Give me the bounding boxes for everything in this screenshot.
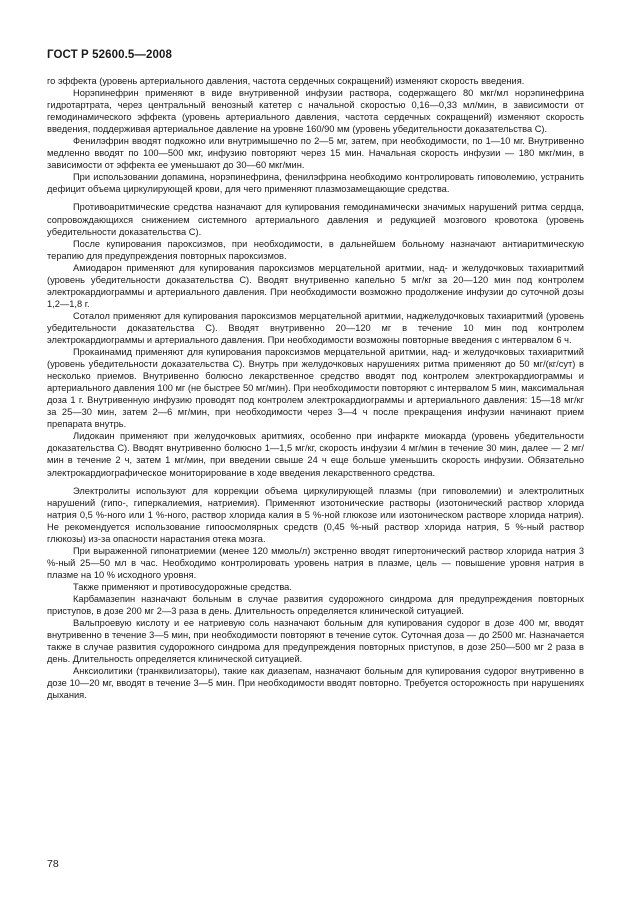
page-number: 78 — [47, 858, 59, 870]
paragraph: Вальпроевую кислоту и ее натриевую соль назначают больным для купирования судорог в дозе 400 мг, вводят внутривенно в течение 3—5 мин, при необходимости повторяют в течение суток. Суточная доза — до 2500 мг. Назначается также в случае развития судорожного синдрома для предупреждения повторных приступов, в дозе 250—500 мг 2 раза в день. Длительность определяется клинической ситуацией. — [47, 618, 584, 665]
paragraph: Карбамазепин назначают больным в случае развития судорожного синдрома для предупреждения повторных приступов, в дозе 200 мг 2—3 раза в день. Длительность определяется клинической ситуацией. — [47, 593, 584, 617]
paragraph: Норэпинефрин применяют в виде внутривенной инфузии раствора, содержащего 80 мкг/мл норэпинефрина гидротартрата, через центральный венозный катетер с начальной скоростью 0,16—0,33 мл/мин, в зависимости от гемодинамического эффекта (уровень артериального давления, частота сердечных сокращений) изменяют скорость введения, поддерживая артериальное давление на уровне 160/90 мм (уровень убедительности доказательства С). — [47, 88, 584, 135]
paragraph: Лидокаин применяют при желудочковых аритмиях, особенно при инфаркте миокарда (уровень убедительности доказательства С). Вводят внутривенно болюсно 1—1,5 мг/кг, скорость инфузии 4 мг/мин в течение 30 мин, далее — 2 мг/мин в течение 2 ч, затем 1 мг/мин, при введении свыше 24 ч еще больше уменьшить скорость инфузии. Обязательно электрокардиографическое мониторирование в ходе введения лекарственного средства. — [47, 431, 584, 478]
paragraph: го эффекта (уровень артериального давления, частота сердечных сокращений) изменяют скорость введения. — [47, 76, 525, 86]
paragraph: Фенилэфрин вводят подкожно или внутримышечно по 2—5 мг, затем, при необходимости, по 1—10 мг. Внутривенно медленно вводят по 100—500 мкг, инфузию повторяют через 15 мин. Начальная скорость инфузии — 180 мкг/мин, в зависимости от эффекта ее уменьшают до 30—60 мкг/мин. — [47, 136, 584, 171]
paragraph: Амиодарон применяют для купирования пароксизмов мерцательной аритмии, над- и желудочковых тахиаритмий (уровень убедительности доказательства С). Вводят внутривенно капельно 5 мг/кг за 20—120 мин под контролем электрокардиограммы и артериального давления. При необходимости возможно продолжение инфузии до суточной дозы 1,2—1,8 г. — [47, 262, 584, 309]
paragraph: После купирования пароксизмов, при необходимости, в дальнейшем больному назначают антиаритмическую терапию для предупреждения повторных пароксизмов. — [47, 238, 584, 261]
paragraph: Соталол применяют для купирования пароксизмов мерцательной аритмии, наджелудочковых тахиаритмий (уровень убедительности доказательства С). Вводят внутривенно 20—120 мг в течение 10 мин под контролем электрокардиограммы и артериального давления. При необходимости возможны повторные введения с интервалом 6 ч. — [47, 310, 584, 345]
paragraph: Электролиты используют для коррекции объема циркулирующей плазмы (при гиповолемии) и электролитных нарушений (гипо-, гиперкалиемия, натриемия). Применяют изотонические растворы (изотонический раствор хлорида натрия 0,5 %-ного или 1 %-ного, раствор хлорида калия в 5 %-ной глюкозе или изотоническом растворе хлорида натрия). Не рекомендуется использование гипоосмолярных средств (0,45 %-ный раствор хлорида натрия, 5 %-ный раствор глюкозы) из-за опасности нарастания отека мозга. — [47, 485, 584, 544]
document-body — [47, 75, 584, 701]
paragraph: Прокаинамид применяют для купирования пароксизмов мерцательной аритмии, над- и желудочковых тахиаритмий (уровень убедительности доказательства С). Внутрь при желудочковых нарушениях ритма применяют до 50 мг/(кг/сут) в несколько приемов. Внутривенно болюсно лекарственное средство вводят под контролем электрокардиограммы и артериального давления 100 мг (не быстрее 50 мг/мин). При необходимости повторяют с интервалом 5 мин, максимальная доза 1 г. Внутривенную инфузию проводят под контролем электрокардиограммы и артериального давления: 15—18 мг/кг за 25—30 мин, затем 2—6 мг/мин, при необходимости через 3—4 ч после прекращения инфузии начинают прием препарата внутрь. — [47, 347, 584, 430]
paragraph: При выраженной гипонатриемии (менее 120 ммоль/л) экстренно вводят гипертонический раствор хлорида натрия 3 %-ный 25—50 мл в час. Необходимо контролировать уровень натрия в плазме, цель — повышение уровня натрия в плазме на 10 % исходного уровня. — [47, 545, 584, 580]
paragraph: При использовании допамина, норэпинефрина, фенилэфрина необходимо контролировать гиповолемию, устранить дефицит объема циркулирующей крови, для чего применяют плазмозамещающие средства. — [47, 172, 584, 195]
paragraph: Также применяют и противосудорожные средства. — [73, 581, 292, 592]
paragraph: Противоаритмические средства назначают для купирования гемодинамически значимых нарушений ритма сердца, сопровождающихся снижением системного артериального давления и редукцией мозгового кровотока (уровень убедительности доказательства С). — [47, 202, 584, 237]
paragraph: Анксиолитики (транквилизаторы), такие как диазепам, назначают больным для купирования судорог внутривенно в дозе 10—20 мг, вводят в течение 3—5 мин. При необходимости вводят повторно. Требуется осторожность при нарушениях дыхания. — [47, 666, 584, 701]
document-header: ГОСТ Р 52600.5—2008 — [47, 49, 172, 61]
